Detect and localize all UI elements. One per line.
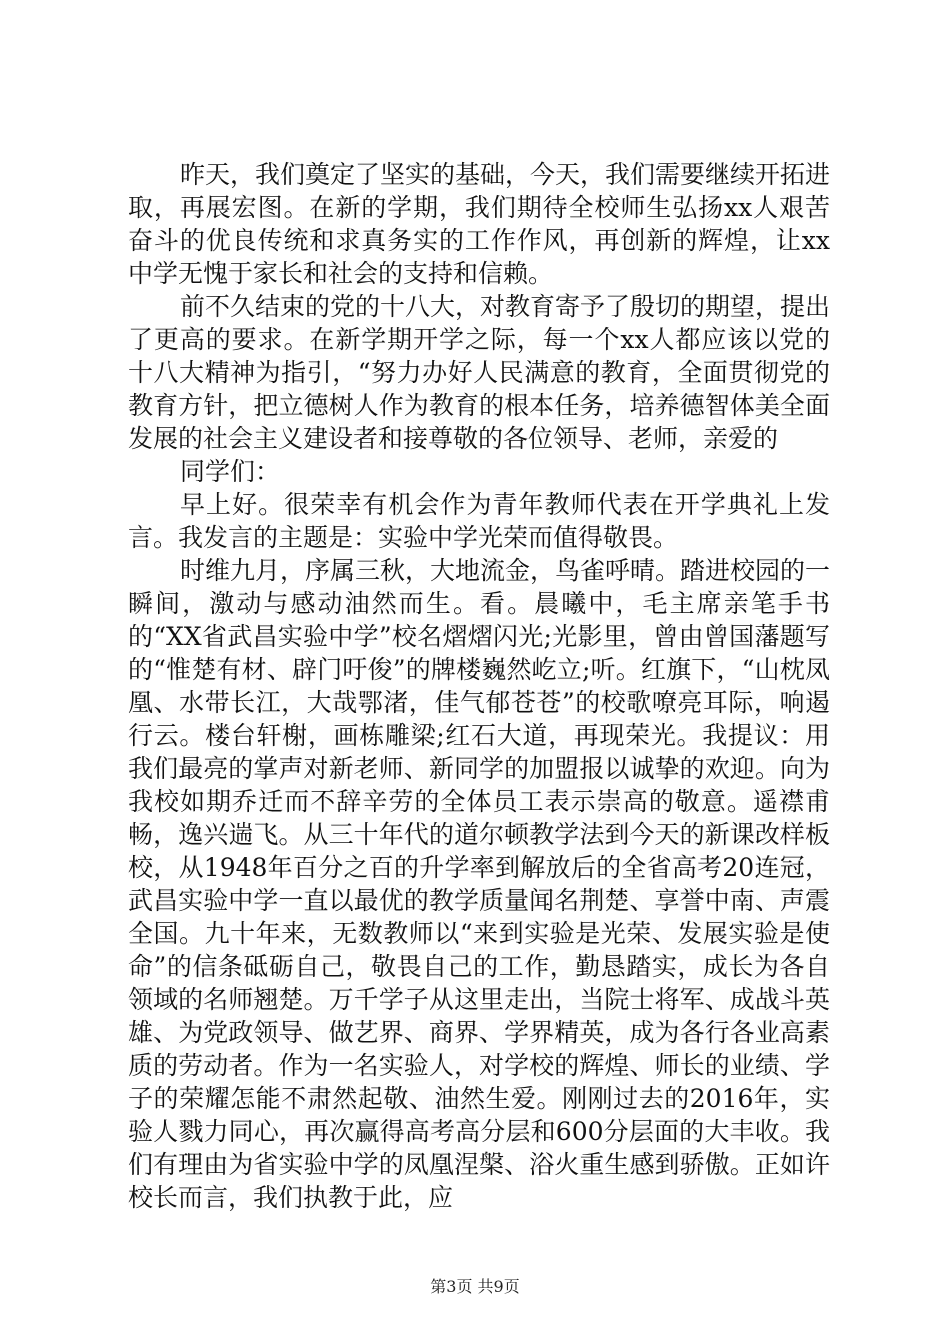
document-body <box>128 158 830 1214</box>
page-footer: 第3页 共9页 <box>430 1277 520 1296</box>
paragraph-3: 同学们： <box>180 457 281 486</box>
paragraph-4: 早上好。很荣幸有机会作为青年教师代表在开学典礼上发言。我发言的主题是：实验中学光荣而值得敬畏。 <box>128 490 830 552</box>
paragraph-2: 前不久结束的党的十八大，对教育寄予了殷切的期望，提出了更高的要求。在新学期开学之际，每一个xx人都应该以党的十八大精神为指引，“努力办好人民满意的教育，全面贯彻党的教育方针，把立德树人作为教育的根本任务，培养德智体美全面发展的社会主义建设者和接尊敬的各位领导、老师，亲爱的 <box>128 292 831 453</box>
paragraph-1: 昨天，我们奠定了坚实的基础，今天，我们需要继续开拓进取，再展宏图。在新的学期，我们期待全校师生弘扬xx人艰苦奋斗的优良传统和求真务实的工作作风，再创新的辉煌，让xx中学无愧于家长和社会的支持和信赖。 <box>128 160 831 288</box>
paragraph-5: 时维九月，序属三秋，大地流金，鸟雀呼晴。踏进校园的一瞬间，激动与感动油然而生。看。晨曦中，毛主席亲笔手书的“XX省武昌实验中学”校名熠熠闪光;光影里，曾由曾国藩题写的“惟楚有材、辟门吁俊”的牌楼巍然屹立;听。红旗下，“山枕凤凰、水带长江，大哉鄂渚，佳气郁苍苍”的校歌嘹亮耳际，响遏行云。楼台轩榭，画栋雕梁;红石大道，再现荣光。我提议：用我们最亮的掌声对新老师、新同学的加盟报以诚挚的欢迎。向为我校如期乔迁而不辞辛劳的全体员工表示崇高的敬意。遥襟甫畅，逸兴遄飞。从三十年代的道尔顿教学法到今天的新课改样板校，从1948年百分之百的升学率到解放后的全省高考20连冠，武昌实验中学一直以最优的教学质量闻名荆楚、享誉中南、声震全国。九十年来，无数教师以“来到实验是光荣、发展实验是使命”的信条砥砺自己，敬畏自己的工作，勤恳踏实，成长为各自领域的名师翘楚。万千学子从这里走出，当院士将军、成战斗英雄、为党政领导、做艺界、商界、学界精英，成为各行各业高素质的劳动者。作为一名实验人，对学校的辉煌、师长的业绩、学子的荣耀怎能不肃然起敬、油然生爱。刚刚过去的2016年，实验人戮力同心，再次赢得高考高分层和600分层面的大丰收。我们有理由为省实验中学的凤凰涅槃、浴火重生感到骄傲。正如许校长而言，我们执教于此，应 <box>128 556 831 1212</box>
